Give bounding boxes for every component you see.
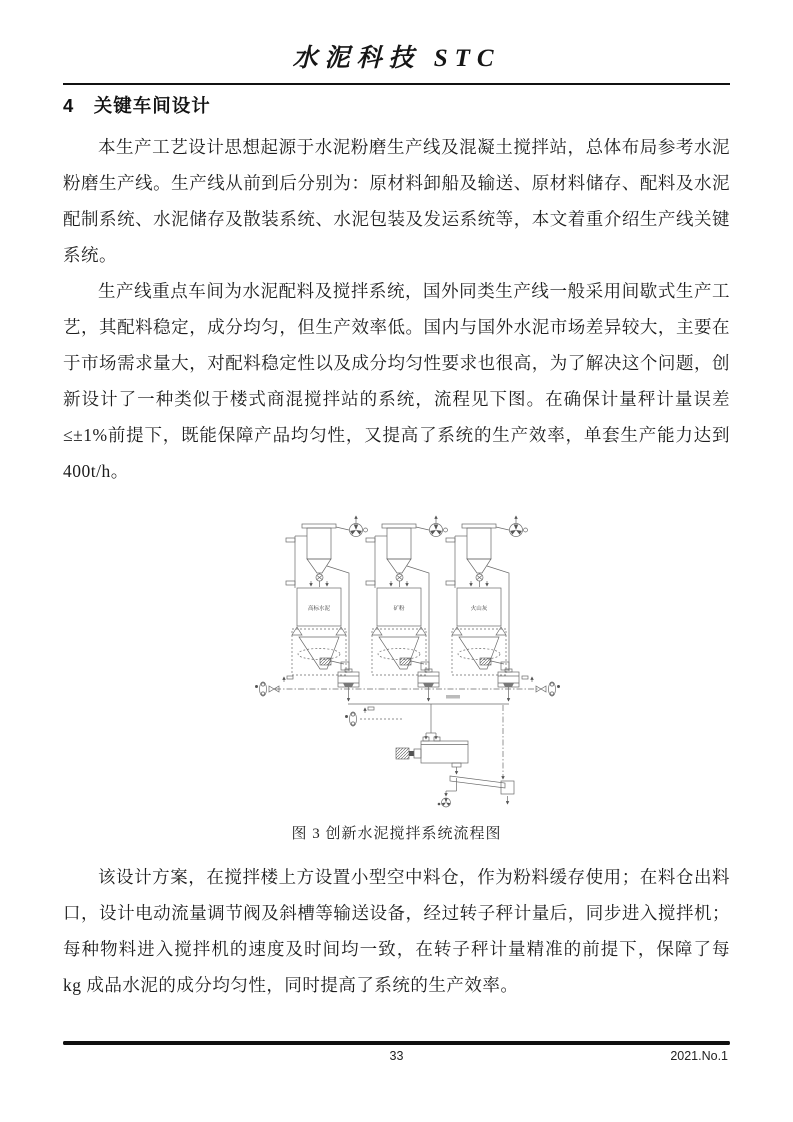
- air-slide-conveyor: [446, 776, 514, 804]
- aeration-blower-icon: [522, 676, 560, 696]
- section-heading: 4 关键车间设计: [63, 95, 211, 116]
- paragraph-3: 该设计方案，在搅拌楼上方设置小型空中料仓，作为粉料缓存使用；在料仓出料口，设计电动流量调节阀及斜槽等输送设备，经过转子秤计量后，同步进入搅拌机；每种物料进入搅拌机的速度及时间均一致，在转子秤计量精准的前提下，保障了每 kg 成品水泥的成分均匀性，同时提高了系统的生产效率。: [63, 867, 730, 995]
- rotor-scale-icon: [338, 669, 359, 687]
- silo-label: 高标水泥: [307, 606, 331, 612]
- page-footer: [63, 1049, 730, 1067]
- silo-unit: [446, 516, 528, 701]
- footer-rule: [63, 1041, 730, 1045]
- tiny-pipe-label-mark: [446, 695, 460, 699]
- exhaust-fan-icon: [336, 516, 368, 537]
- paragraph-2: 生产线重点车间为水泥配料及搅拌系统，国外同类生产线一般采用间歇式生产工艺，其配料稳定，成分均匀，但生产效率低。国内与国外水泥市场差异较大，主要在于市场需求量大，对配料稳定性以及成分均匀性要求也很高，为了解决这个问题，创新设计了一种类似于楼式商混搅拌站的系统，流程见下图。在确保计量秤计量误差≤±1%前提下，既能保障产品均匀性，又提高了系统的生产效率，单套生产能力达到 400t/h。: [63, 281, 730, 481]
- flow-control-valve-icon: [320, 658, 331, 665]
- silo-label: 矿粉: [393, 606, 405, 612]
- bag-filter-icon: [382, 524, 416, 573]
- rotor-scale-icon: [498, 669, 519, 687]
- equipment-tag: [446, 581, 455, 585]
- pneumatic-header: [255, 676, 560, 696]
- surge-hopper: [292, 629, 346, 675]
- mixer-motor-icon: [396, 748, 409, 759]
- rotor-scale-icon: [418, 669, 439, 687]
- rotary-valve-icon: [316, 573, 323, 587]
- flow-control-valve-icon: [400, 658, 411, 665]
- equipment-tag: [286, 538, 295, 542]
- silo-label: 火山灰: [470, 606, 488, 612]
- silo-unit: [286, 516, 368, 701]
- vent-fan-icon: [438, 798, 451, 807]
- rotary-valve-icon: [396, 573, 403, 587]
- bag-filter-icon: [462, 524, 496, 573]
- flow-control-valve-icon: [480, 658, 491, 665]
- equipment-tag: [366, 538, 375, 542]
- page-number: 33: [389, 1049, 404, 1063]
- silo: [292, 581, 346, 635]
- rotary-valve-icon: [476, 573, 483, 587]
- equipment-tag: [366, 581, 375, 585]
- figure-3: [63, 511, 730, 845]
- issue-number: 2021.No.1: [670, 1049, 728, 1063]
- mixer: [396, 737, 468, 774]
- exhaust-fan-icon: [496, 516, 528, 537]
- surge-hopper: [452, 629, 506, 675]
- journal-title: 水泥科技 STC: [292, 45, 501, 72]
- aeration-blower-icon: [345, 707, 403, 726]
- figure-caption: 图 3 创新水泥搅拌系统流程图: [291, 826, 502, 842]
- process-flow-diagram: [253, 511, 573, 821]
- paragraph-1: 本生产工艺设计思想起源于水泥粉磨生产线及混凝土搅拌站，总体布局参考水泥粉磨生产线。生产线从前到后分别为：原材料卸船及输送、原材料储存、配料及水泥配制系统、水泥储存及散装系统、水泥包装及发运系统等，本文着重介绍生产线关键系统。: [63, 137, 730, 265]
- equipment-tag: [446, 538, 455, 542]
- equipment-tag: [286, 581, 295, 585]
- header-rule: [63, 83, 730, 85]
- exhaust-fan-icon: [416, 516, 448, 537]
- silo-unit: [366, 516, 448, 701]
- aeration-blower-icon: [255, 676, 293, 696]
- silo: [372, 581, 426, 635]
- silo: [452, 581, 506, 635]
- surge-hopper: [372, 629, 426, 675]
- bag-filter-icon: [302, 524, 336, 573]
